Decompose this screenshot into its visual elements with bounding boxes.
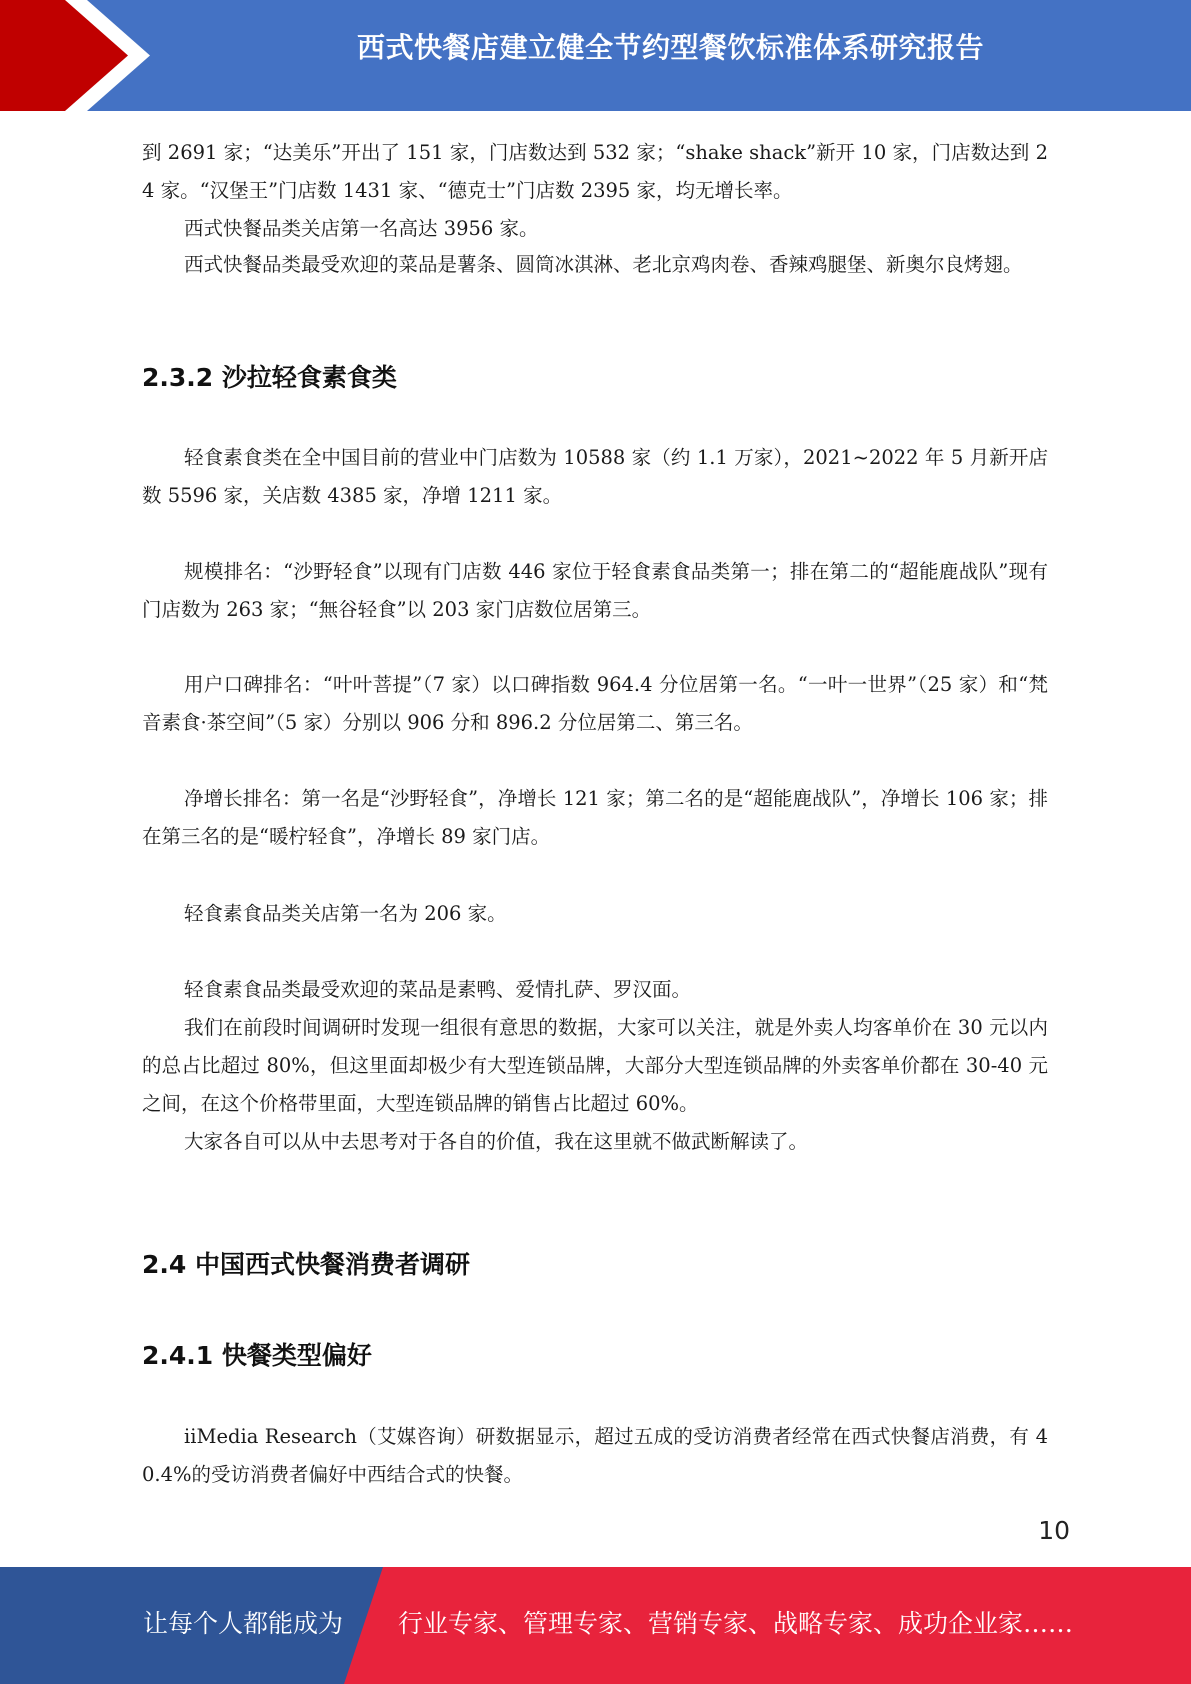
paragraph: 净增长排名：第一名是“沙野轻食”，净增长 121 家；第二名的是“超能鹿战队”，净增长 106 家；排在第三名的是“暖柠轻食”，净增长 89 家门店。	[142, 787, 1048, 848]
paragraph: 到 2691 家；“达美乐”开出了 151 家，门店数达到 532 家；“shake shack”新开 10 家，门店数达到 24 家。“汉堡王”门店数 1431 家、“德克士”门店数 2395 家，均无增长率。	[142, 141, 1048, 202]
section-heading-2-3-2: 2.3.2 沙拉轻食素食类	[142, 363, 397, 392]
page-header	[0, 0, 1191, 111]
paragraph: 轻食素食类在全中国目前的营业中门店数为 10588 家（约 1.1 万家），2021~2022 年 5 月新开店数 5596 家，关店数 4385 家，净增 1211 家。	[142, 446, 1048, 507]
paragraph: 规模排名：“沙野轻食”以现有门店数 446 家位于轻食素食品类第一；排在第二的“超能鹿战队”现有门店数为 263 家；“無谷轻食”以 203 家门店数位居第三。	[142, 560, 1048, 621]
paragraph: iiMedia Research（艾媒咨询）研数据显示，超过五成的受访消费者经常在西式快餐店消费，有 40.4%的受访消费者偏好中西结合式的快餐。	[142, 1425, 1048, 1486]
paragraph: 大家各自可以从中去思考对于各自的价值，我在这里就不做武断解读了。	[184, 1130, 809, 1153]
footer-slogan-left: 让每个人都能成为	[143, 1609, 344, 1638]
paragraph: 轻食素食品类关店第一名为 206 家。	[184, 902, 507, 925]
page-footer	[0, 1567, 1191, 1684]
paragraph: 我们在前段时间调研时发现一组很有意思的数据，大家可以关注，就是外卖人均客单价在 30 元以内的总占比超过 80%，但这里面却极少有大型连锁品牌，大部分大型连锁品牌的外卖客单价都在 30-40 元之间，在这个价格带里面，大型连锁品牌的销售占比超过 60%。	[142, 1016, 1048, 1115]
paragraph: 用户口碑排名：“叶叶菩提”（7 家）以口碑指数 964.4 分位居第一名。“一叶一世界”（25 家）和“梵音素食·茶空间”（5 家）分别以 906 分和 896.2 分位居第二、第三名。	[142, 673, 1048, 734]
section-heading-2-4-1: 2.4.1 快餐类型偏好	[142, 1341, 372, 1370]
paragraph: 轻食素食品类最受欢迎的菜品是素鸭、爱情扎萨、罗汉面。	[184, 978, 692, 1001]
header-chevron-decoration	[0, 0, 160, 111]
footer-slogan-right: 行业专家、管理专家、营销专家、战略专家、成功企业家……	[398, 1609, 1074, 1638]
paragraph: 西式快餐品类最受欢迎的菜品是薯条、圆筒冰淇淋、老北京鸡肉卷、香辣鸡腿堡、新奥尔良烤翅。	[184, 253, 1023, 276]
page-number: 10	[1038, 1516, 1070, 1545]
section-heading-2-4: 2.4 中国西式快餐消费者调研	[142, 1250, 470, 1279]
document-title: 西式快餐店建立健全节约型餐饮标准体系研究报告	[356, 31, 984, 64]
paragraph: 西式快餐品类关店第一名高达 3956 家。	[184, 217, 539, 240]
